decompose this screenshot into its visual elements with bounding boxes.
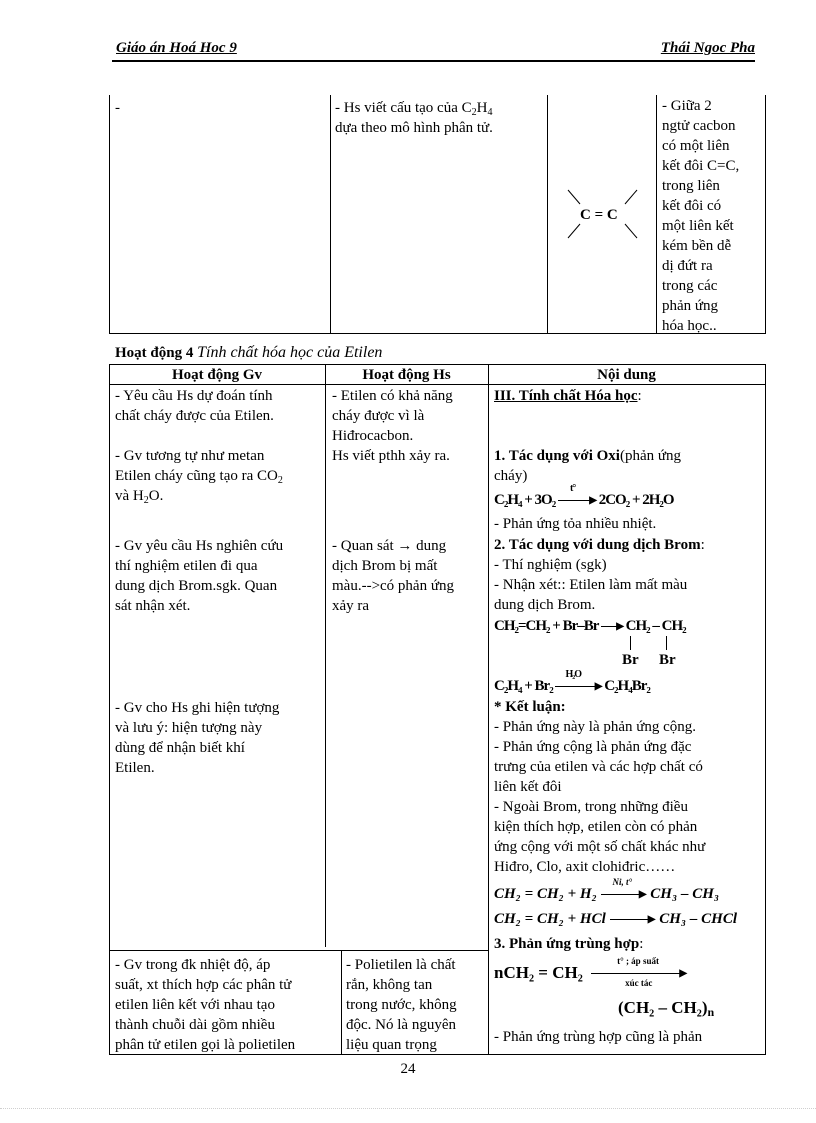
- page-header: [112, 40, 755, 62]
- top-col1: -: [115, 100, 120, 116]
- polyethylene-product: $(CH_2 - CH_2)_n$: [618, 998, 715, 1019]
- equation-hydrogen: CH₂ = CH₂ + H₂ ▶ Ni, t° CH₃ – CH₃: [494, 876, 720, 902]
- hs-p2: - Quan sát → dung dịch Brom bị mất màu.-->có phản ứng xảy ra: [332, 538, 454, 614]
- nd-s1-note: - Phản ứng tỏa nhiều nhiệt.: [494, 516, 657, 532]
- ethylene-structure: [560, 186, 645, 246]
- nd-conclusion: * Kết luận: - Phản ứng này là phản ứng cộng. - Phản ứng cộng là phản ứng đặc trưng của etilen và các hợp chất có liên kết đôi - Ngoài Brom, trong những điều kiện thích hợp, etilen còn có phản ứng cộng với một số chất khác như Hiđro, Clo, axit clohiđric……: [494, 699, 706, 875]
- header-nd: Nội dung: [597, 367, 656, 383]
- equation-bromine-structural: CH₂=CH₂ + Br–Br ▶ CH₂ – CH₂: [494, 618, 686, 634]
- hs-p1: - Etilen có khả năng cháy được vì là Hiđrocacbon. Hs viết pthh xảy ra.: [332, 388, 453, 464]
- nd-s3-note: - Phản ứng trùng hợp cũng là phản: [494, 1029, 703, 1045]
- equation-combustion: C₂H₄ + 3O₂ ▶ t° 2CO₂ + 2H₂O: [494, 482, 674, 508]
- section-heading: Hoạt động 4 Tính chất hóa học của Etilen: [115, 344, 383, 361]
- nd-title: III. Tính chất Hóa học:: [494, 388, 642, 404]
- equation-polymerization: nCH₂ = CH₂ ▶ t° ; áp suất xúc tác: [494, 956, 688, 989]
- bromine-label-1: Br: [622, 652, 639, 668]
- hs-p3: - Polietilen là chất rắn, không tan trong nước, không độc. Nó là nguyên liệu quan trọng: [346, 957, 457, 1053]
- header-hs: Hoạt động Hs: [362, 367, 451, 383]
- structure-formula-text: C = C: [580, 207, 618, 223]
- top-col2: - Hs viết cấu tạo của $C_2H_4$ dựa theo mô hình phân tử.: [335, 100, 493, 136]
- gv-p5: - Gv trong đk nhiệt độ, áp suất, xt thích hợp các phân tử etilen liên kết với nhau tạo thành chuỗi dài gồm nhiều phân tử etilen gọi là polietilen: [115, 957, 296, 1053]
- equation-hcl: CH₂ = CH₂ + HCl ▶ CH₃ – CHCl: [494, 911, 737, 927]
- header-right: Thái Ngoc Pha: [660, 40, 755, 56]
- gv-p4: - Gv cho Hs ghi hiện tượng và lưu ý: hiện tượng này dùng để nhận biết khí Etilen.: [115, 700, 280, 776]
- gv-p2: - Gv tương tự như metan Etilen cháy cũng tạo ra $CO_2$ và $H_2O$.: [115, 448, 283, 506]
- bromine-label-2: Br: [659, 652, 676, 668]
- top-col4: - Giữa 2 ngtử cacbon có một liên kết đôi C=C, trong liên kết đôi có một liên kết kém bền dễ dị đứt ra trong các phản ứng hóa học..: [662, 98, 740, 334]
- nd-s3: 3. Phản ứng trùng hợp:: [494, 936, 644, 952]
- header-gv: Hoạt động Gv: [171, 367, 262, 383]
- gv-p3: - Gv yêu cầu Hs nghiên cứu thí nghiệm etilen đi qua dung dịch Brom.sgk. Quan sát nhận xét.: [115, 538, 284, 614]
- equation-bromine-molecular: C₂H₄ + Br₂ ▶ H₂O C₂H₄Br₂: [494, 668, 650, 694]
- header-left: Giáo án Hoá Hoc 9: [116, 40, 237, 56]
- gv-p1: - Yêu cầu Hs dự đoán tính chất cháy được của Etilen.: [115, 388, 274, 424]
- nd-s2: 2. Tác dụng với dung dịch Brom: - Thí nghiệm (sgk) - Nhận xét:: Etilen làm mất màu dung dịch Brom.: [494, 537, 705, 613]
- page-number: 24: [400, 1061, 416, 1077]
- page-bottom-rule: [0, 1108, 816, 1109]
- nd-s1: 1. Tác dụng với Oxi(phản ứng cháy): [494, 448, 682, 484]
